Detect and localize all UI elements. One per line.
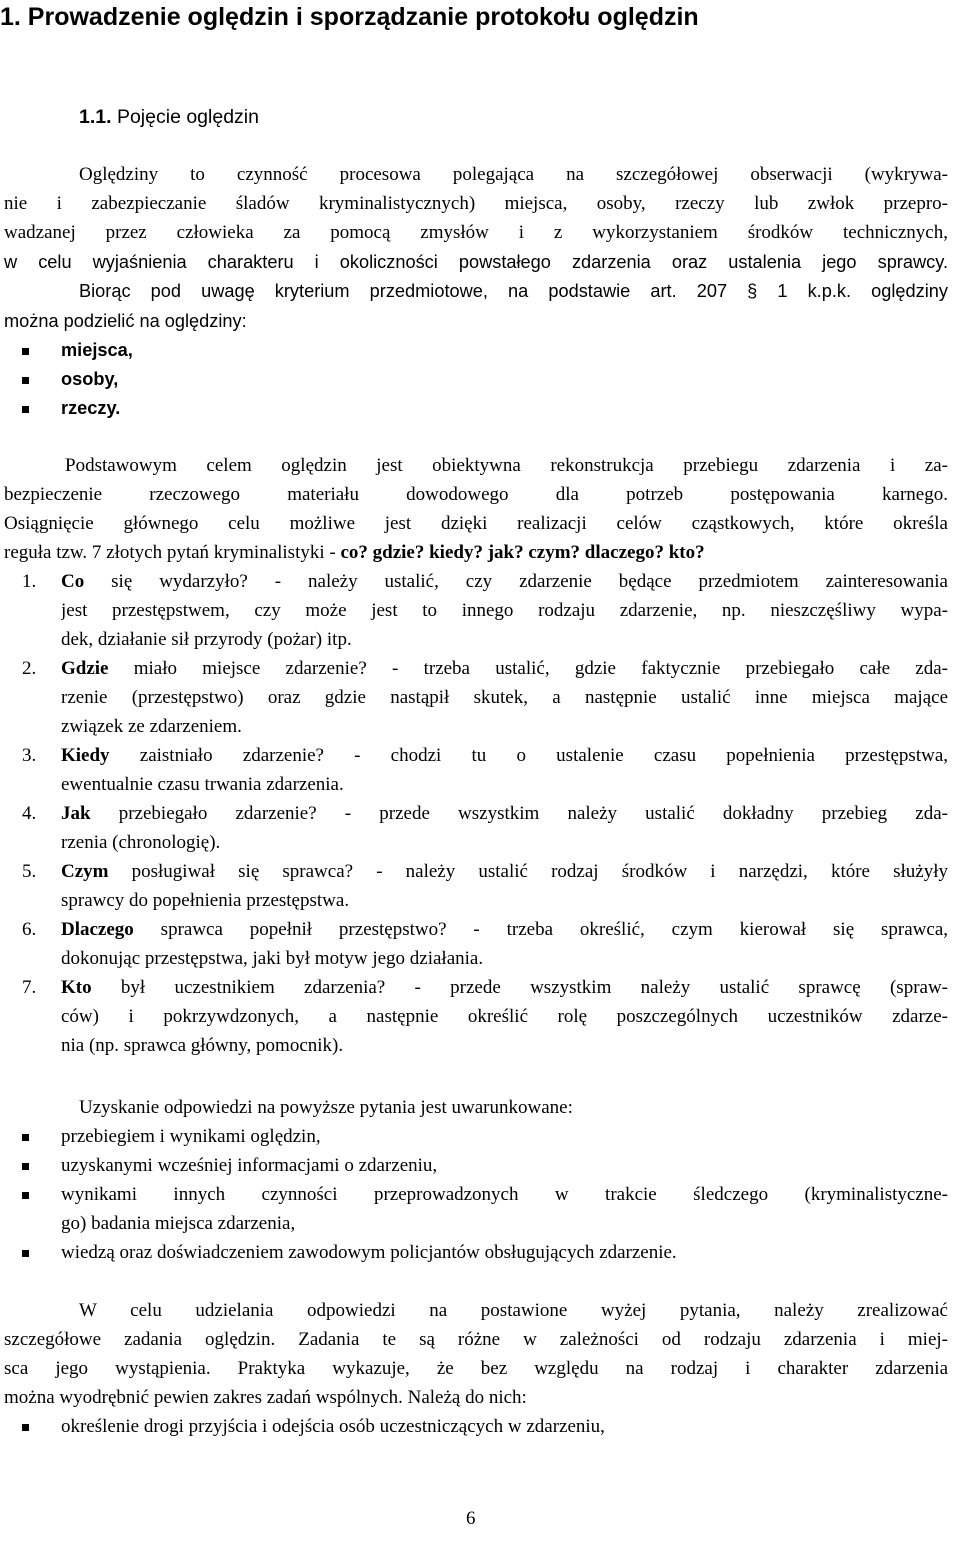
question-line: ewentualnie czasu trwania zdarzenia. [61,774,344,795]
paragraph-4-line: szczegółowe zadania oględzin. Zadania te są różne w zależności od rodzaju zdarzenia i miej- [4,1329,948,1350]
section-title: Pojęcie oględzin [116,106,259,128]
paragraph-2-line [4,541,705,565]
question-line [61,860,948,884]
condition-item: uzyskanymi wcześniej informacjami o zdarzeniu, [61,1155,438,1176]
question-keyword: Co [61,571,85,592]
question-keyword: Kiedy [61,745,110,766]
bullet-icon [22,1192,29,1199]
condition-item: wiedzą oraz doświadczeniem zawodowym policjantów obsługujących zdarzenie. [61,1242,677,1263]
question-number: 6. [22,919,37,940]
question-line: sprawcy do popełnienia przestępstwa. [61,890,350,911]
question-line: rzenie (przestępstwo) oraz gdzie nastąpił skutek, a następnie ustalić inne miejsca mające [61,687,948,708]
section-number: 1.1. [79,106,112,128]
question-keyword: Dlaczego [61,919,134,940]
paragraph-1-line: w celu wyjaśnienia charakteru i okoliczności powstałego zdarzenia oraz ustalenia jego sprawcy. [4,252,948,272]
question-number: 5. [22,861,37,882]
question-line [61,744,948,768]
question-text: miało miejsce zdarzenie? - trzeba ustalić, gdzie faktycznie przebiegało całe zda- [108,658,948,679]
question-line: nia (np. sprawca główny, pomocnik). [61,1035,344,1056]
question-line: związek ze zdarzeniem. [61,716,242,737]
question-line: rzenia (chronologię). [61,832,221,853]
paragraph-1-line: wadzanej przez człowieka za pomocą zmysłów i z wykorzystaniem środków technicznych, [4,222,948,243]
question-text: się wydarzyło? - należy ustalić, czy zdarzenie będące przedmiotem zainteresowania [84,571,948,592]
question-text: był uczestnikiem zdarzenia? - przede wszystkim należy ustalić sprawcę (spraw- [91,977,948,998]
question-number: 7. [22,977,37,998]
paragraph-2-line: Osiągnięcie głównego celu możliwe jest dzięki realizacji celów cząstkowych, które określa [4,513,948,534]
bullet-icon [22,1424,29,1431]
paragraph-2-line: bezpieczenie rzeczowego materiału dowodowego dla potrzeb postępowania karnego. [4,484,948,505]
bullet-icon [22,1134,29,1141]
page-number: 6 [466,1508,476,1529]
paragraph-4-line: W celu udzielania odpowiedzi na postawione wyżej pytania, należy zrealizować [79,1300,948,1321]
chapter-title: 1. Prowadzenie oględzin i sporządzanie protokołu oględzin [0,3,699,31]
question-keyword: Jak [61,803,91,824]
question-line: dokonując przestępstwa, jaki był motyw jego działania. [61,948,484,969]
paragraph-1-line: nie i zabezpieczanie śladów kryminalistycznych) miejsca, osoby, rzeczy lub zwłok przepro- [4,193,948,214]
question-number: 2. [22,658,37,679]
question-keyword: Kto [61,977,92,998]
paragraph-4-line: można wyodrębnić pewien zakres zadań wspólnych. Należą do nich: [4,1387,527,1408]
seven-questions: co? gdzie? kiedy? jak? czym? dlaczego? kto? [340,542,705,563]
paragraph-1-line: Oględziny to czynność procesowa polegająca na szczegółowej obserwacji (wykrywa- [79,164,948,185]
question-line: jest przestępstwem, czy może jest to innego rodzaju zdarzenie, np. nieszczęśliwy wypa- [61,600,948,621]
question-number: 3. [22,745,37,766]
paragraph-4-line: sca jego wystąpienia. Praktyka wykazuje, że bez względu na rodzaj i charakter zdarzenia [4,1358,948,1379]
bullet-icon [22,406,29,413]
paragraph-2-line: Podstawowym celem oględzin jest obiektywna rekonstrukcja przebiegu zdarzenia i za- [65,455,948,476]
bullet-icon [22,1250,29,1257]
question-number: 1. [22,571,37,592]
paragraph-3-intro: Uzyskanie odpowiedzi na powyższe pytania jest uwarunkowane: [79,1097,573,1118]
bullet-icon [22,1163,29,1170]
condition-item: przebiegiem i wynikami oględzin, [61,1126,321,1147]
kind-item: osoby, [61,369,119,389]
question-line [61,976,948,1000]
section-heading [79,105,259,129]
question-line [61,657,948,681]
question-number: 4. [22,803,37,824]
question-line [61,918,948,942]
bullet-icon [22,377,29,384]
question-line [61,802,948,826]
condition-item-continued: go) badania miejsca zdarzenia, [61,1213,296,1234]
question-text: przebiegało zdarzenie? - przede wszystkim należy ustalić dokładny przebieg zda- [90,803,948,824]
question-line: ców) i pokrzywdzonych, a następnie określić rolę poszczególnych uczestników zdarze- [61,1006,948,1027]
question-keyword: Czym [61,861,109,882]
kind-item: rzeczy. [61,398,121,418]
kind-item: miejsca, [61,340,133,360]
task-item: określenie drogi przyjścia i odejścia osób uczestniczących w zdarzeniu, [61,1416,605,1437]
paragraph-1-line: można podzielić na oględziny: [4,311,247,331]
question-line [61,570,948,594]
question-keyword: Gdzie [61,658,109,679]
paragraph-1-line: Biorąc pod uwagę kryterium przedmiotowe, na podstawie art. 207 § 1 k.p.k. oględziny [79,281,948,301]
question-text: sprawca popełnił przestępstwo? - trzeba określić, czym kierował się sprawca, [133,919,948,940]
bullet-icon [22,348,29,355]
question-text: posługiwał się sprawca? - należy ustalić rodzaj środków i narzędzi, które służyły [108,861,948,882]
question-text: zaistniało zdarzenie? - chodzi tu o ustalenie czasu popełnienia przestępstwa, [109,745,948,766]
question-line: dek, działanie sił przyrody (pożar) itp. [61,629,352,650]
condition-item: wynikami innych czynności przeprowadzonych w trakcie śledczego (kryminalistyczne- [61,1184,948,1205]
paragraph-2-text: reguła tzw. 7 złotych pytań kryminalistyki - [4,542,341,563]
